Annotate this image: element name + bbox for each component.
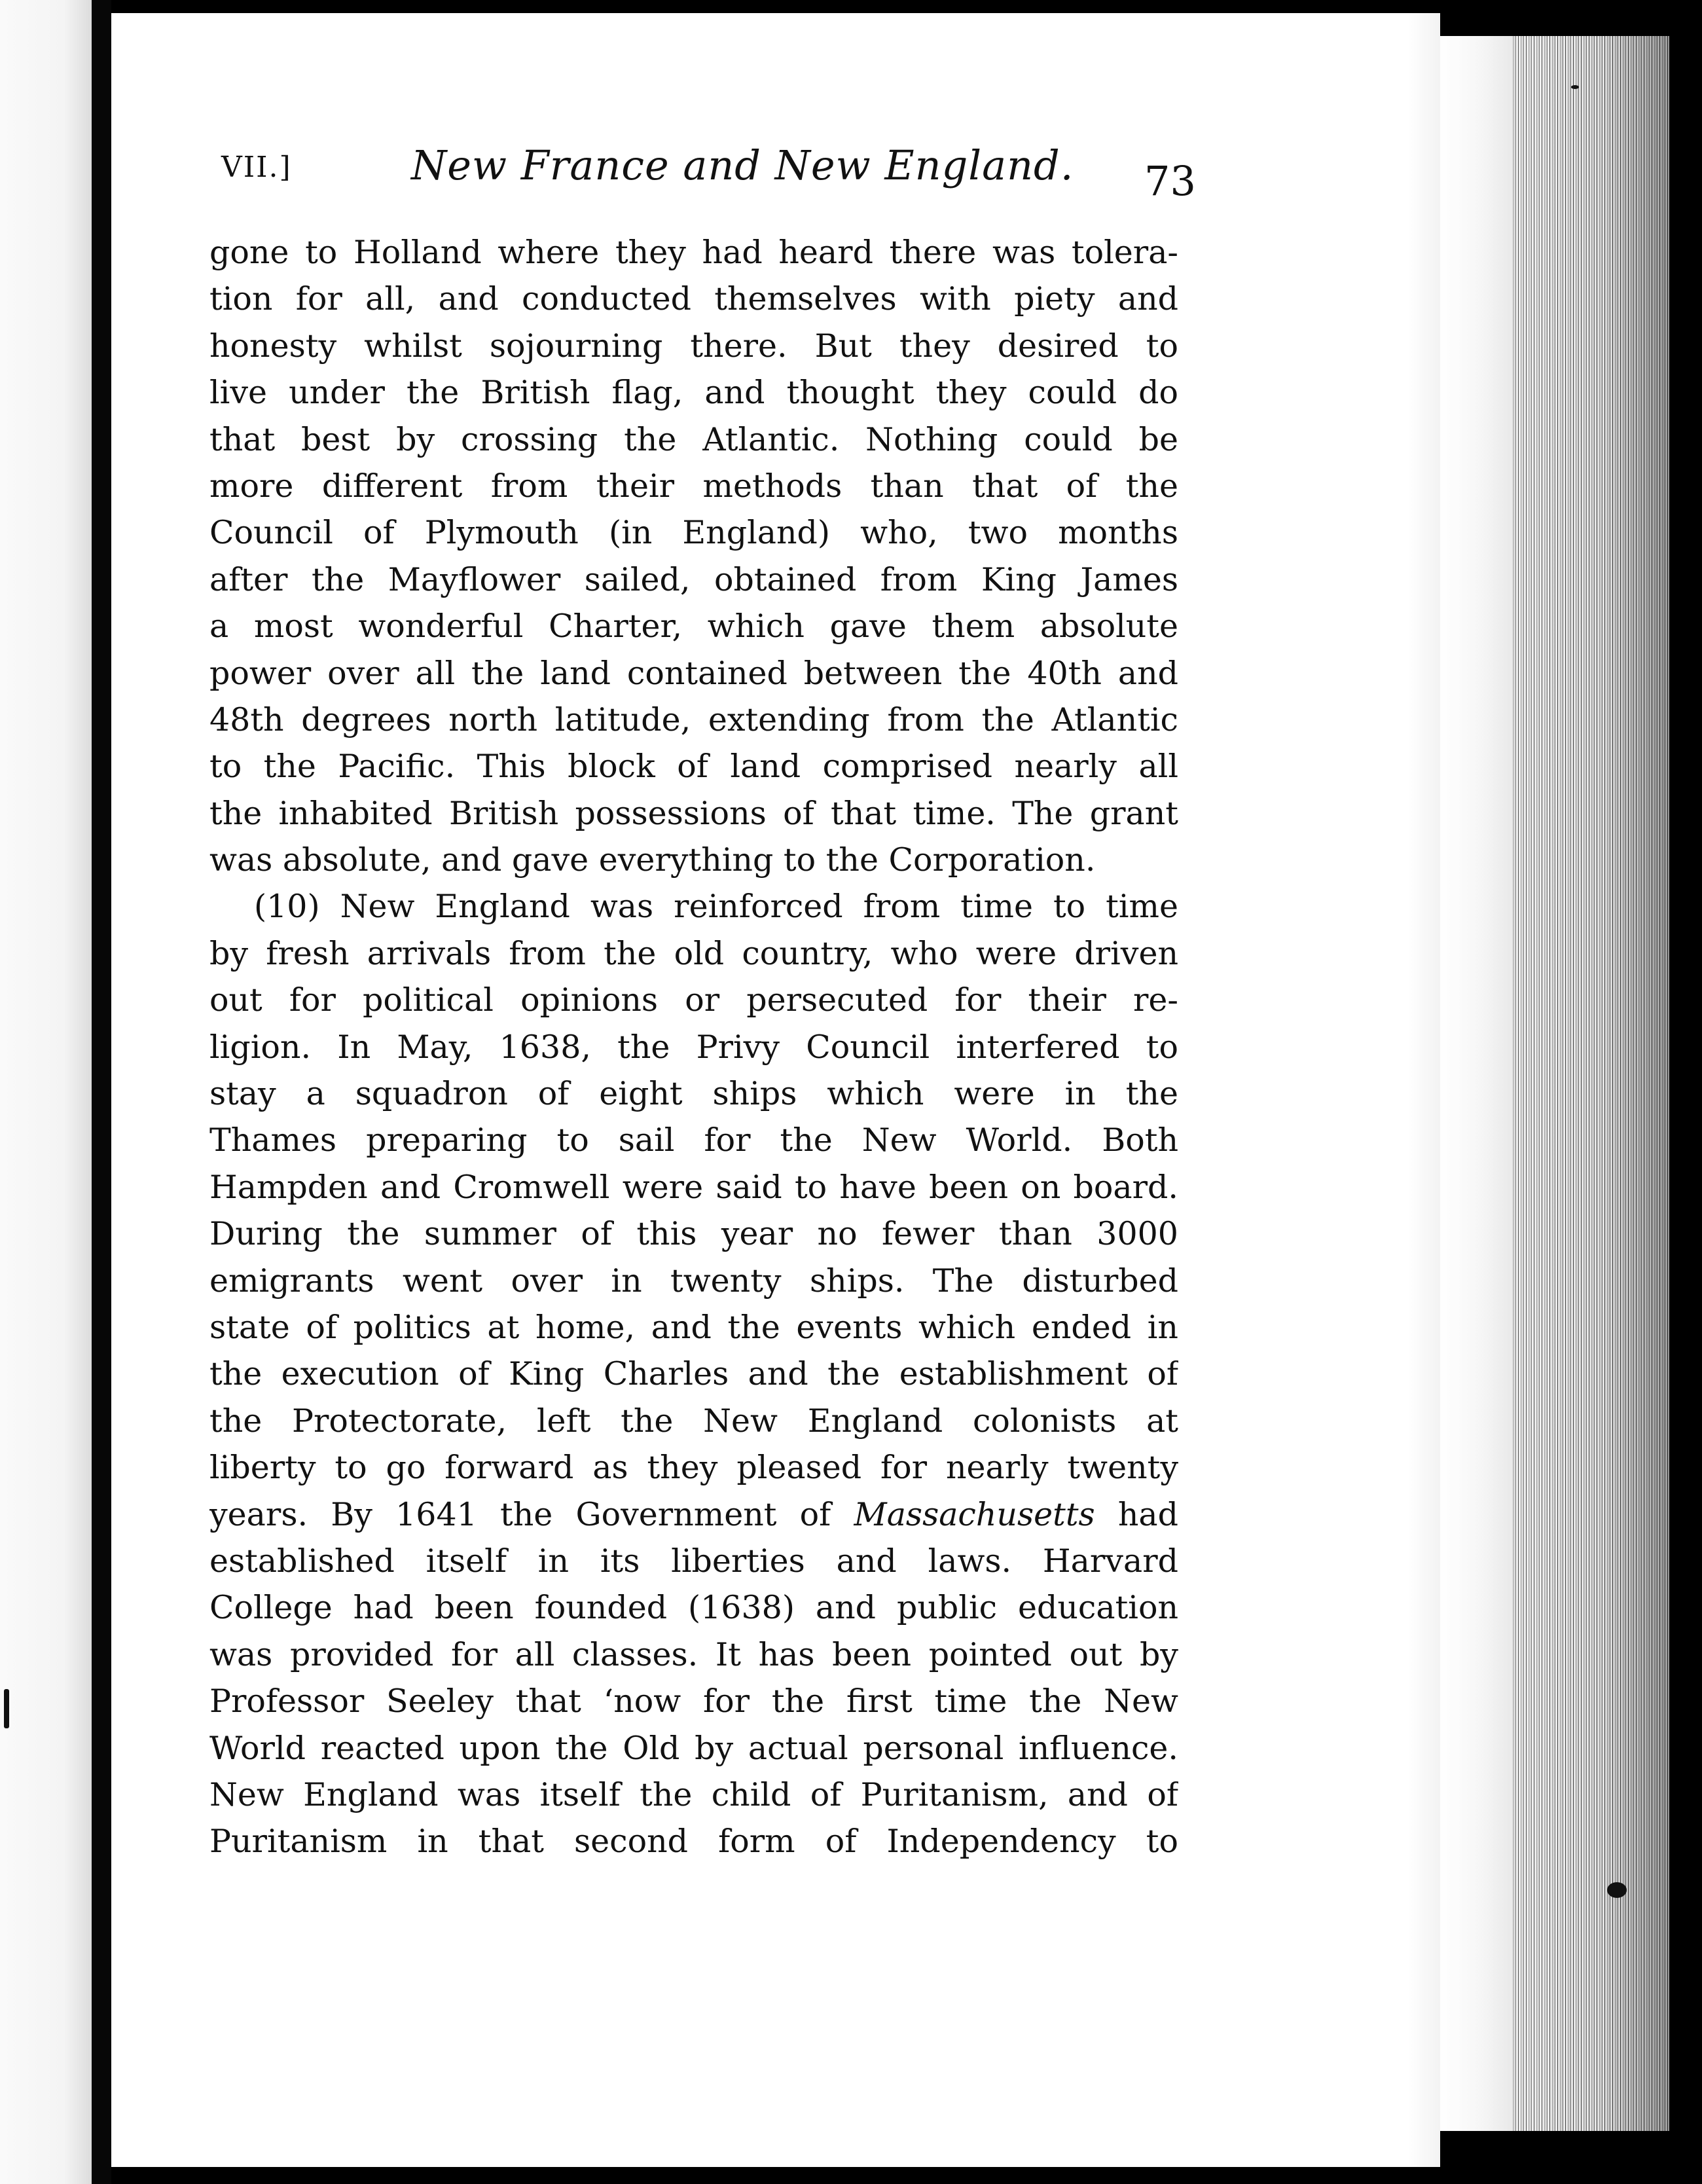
text-line: by fresh arrivals from the old country, who were driven (209, 934, 1178, 972)
text-line: live under the British flag, and thought they could do (209, 374, 1178, 412)
page-number: 73 (1144, 157, 1196, 205)
text-line: state of politics at home, and the events which ended in (209, 1308, 1178, 1346)
text-line: established itself in its liberties and laws. Harvard (209, 1542, 1178, 1580)
body-text (209, 229, 1178, 1865)
scan-speck (4, 1689, 9, 1728)
text-segment: years. By 1641 the Government of (209, 1495, 831, 1533)
text-line: Professor Seeley that ‘now for the first time the New (209, 1683, 1178, 1720)
running-head (221, 131, 1196, 205)
text-line: after the Mayflower sailed, obtained from King James (209, 560, 1178, 598)
text-line: power over all the land contained between the 40th and (209, 654, 1178, 692)
text-line: Hampden and Cromwell were said to have been on board. (209, 1168, 1178, 1206)
text-line: that best by crossing the Atlantic. Nothing could be (209, 420, 1178, 458)
italic-term: Massachusetts (854, 1495, 1095, 1533)
paragraph-start-line: (10) New England was reinforced from time to time (254, 888, 1178, 926)
text-line: Council of Plymouth (in England) who, two months (209, 514, 1178, 552)
book-gutter (92, 0, 111, 2184)
text-line: tion for all, and conducted themselves with piety and (209, 280, 1178, 318)
text-line: Thames preparing to sail for the New World. Both (209, 1121, 1178, 1159)
stacked-page-edges-shading (1440, 36, 1669, 2131)
text-line: liberty to go forward as they pleased for nearly twenty (209, 1449, 1178, 1487)
text-line: emigrants went over in twenty ships. The disturbed (209, 1262, 1178, 1300)
running-title: New France and New England. (411, 141, 1074, 189)
text-line: During the summer of this year no fewer than 3000 (209, 1215, 1178, 1253)
text-line: honesty whilst sojourning there. But they desired to (209, 327, 1178, 365)
text-line: New England was itself the child of Puritanism, and of (209, 1775, 1178, 1813)
text-line: to the Pacific. This block of land comprised nearly all (209, 748, 1178, 786)
text-line: stay a squadron of eight ships which were in the (209, 1075, 1178, 1113)
text-line-with-italic (209, 1491, 1178, 1538)
scan-speck (1607, 1882, 1627, 1898)
text-line: more different from their methods than that of the (209, 467, 1178, 505)
text-line: the execution of King Charles and the establishment of (209, 1355, 1178, 1393)
text-line: College had been founded (1638) and public education (209, 1589, 1178, 1627)
text-line: out for political opinions or persecuted for their re- (209, 981, 1178, 1019)
text-line: was provided for all classes. It has been pointed out by (209, 1635, 1178, 1673)
text-line: gone to Holland where they had heard there was tolera- (209, 234, 1178, 271)
text-line: 48th degrees north latitude, extending from the Atlantic (209, 701, 1178, 738)
text-line: ligion. In May, 1638, the Privy Council interfered to (209, 1028, 1178, 1066)
text-line: a most wonderful Charter, which gave them absolute (209, 608, 1178, 646)
text-line: the inhabited British possessions of that time. The grant (209, 794, 1178, 832)
chapter-mark: VII.] (221, 151, 292, 184)
text-segment: had (1117, 1495, 1178, 1533)
text-line: Puritanism in that second form of Independency to (209, 1823, 1178, 1861)
text-line: World reacted upon the Old by actual personal influence. (209, 1729, 1178, 1767)
text-line: was absolute, and gave everything to the Corporation. (209, 841, 1096, 879)
text-line: the Protectorate, left the New England colonists at (209, 1402, 1178, 1440)
scan-speck (1571, 85, 1579, 89)
previous-page-edge (0, 0, 92, 2184)
